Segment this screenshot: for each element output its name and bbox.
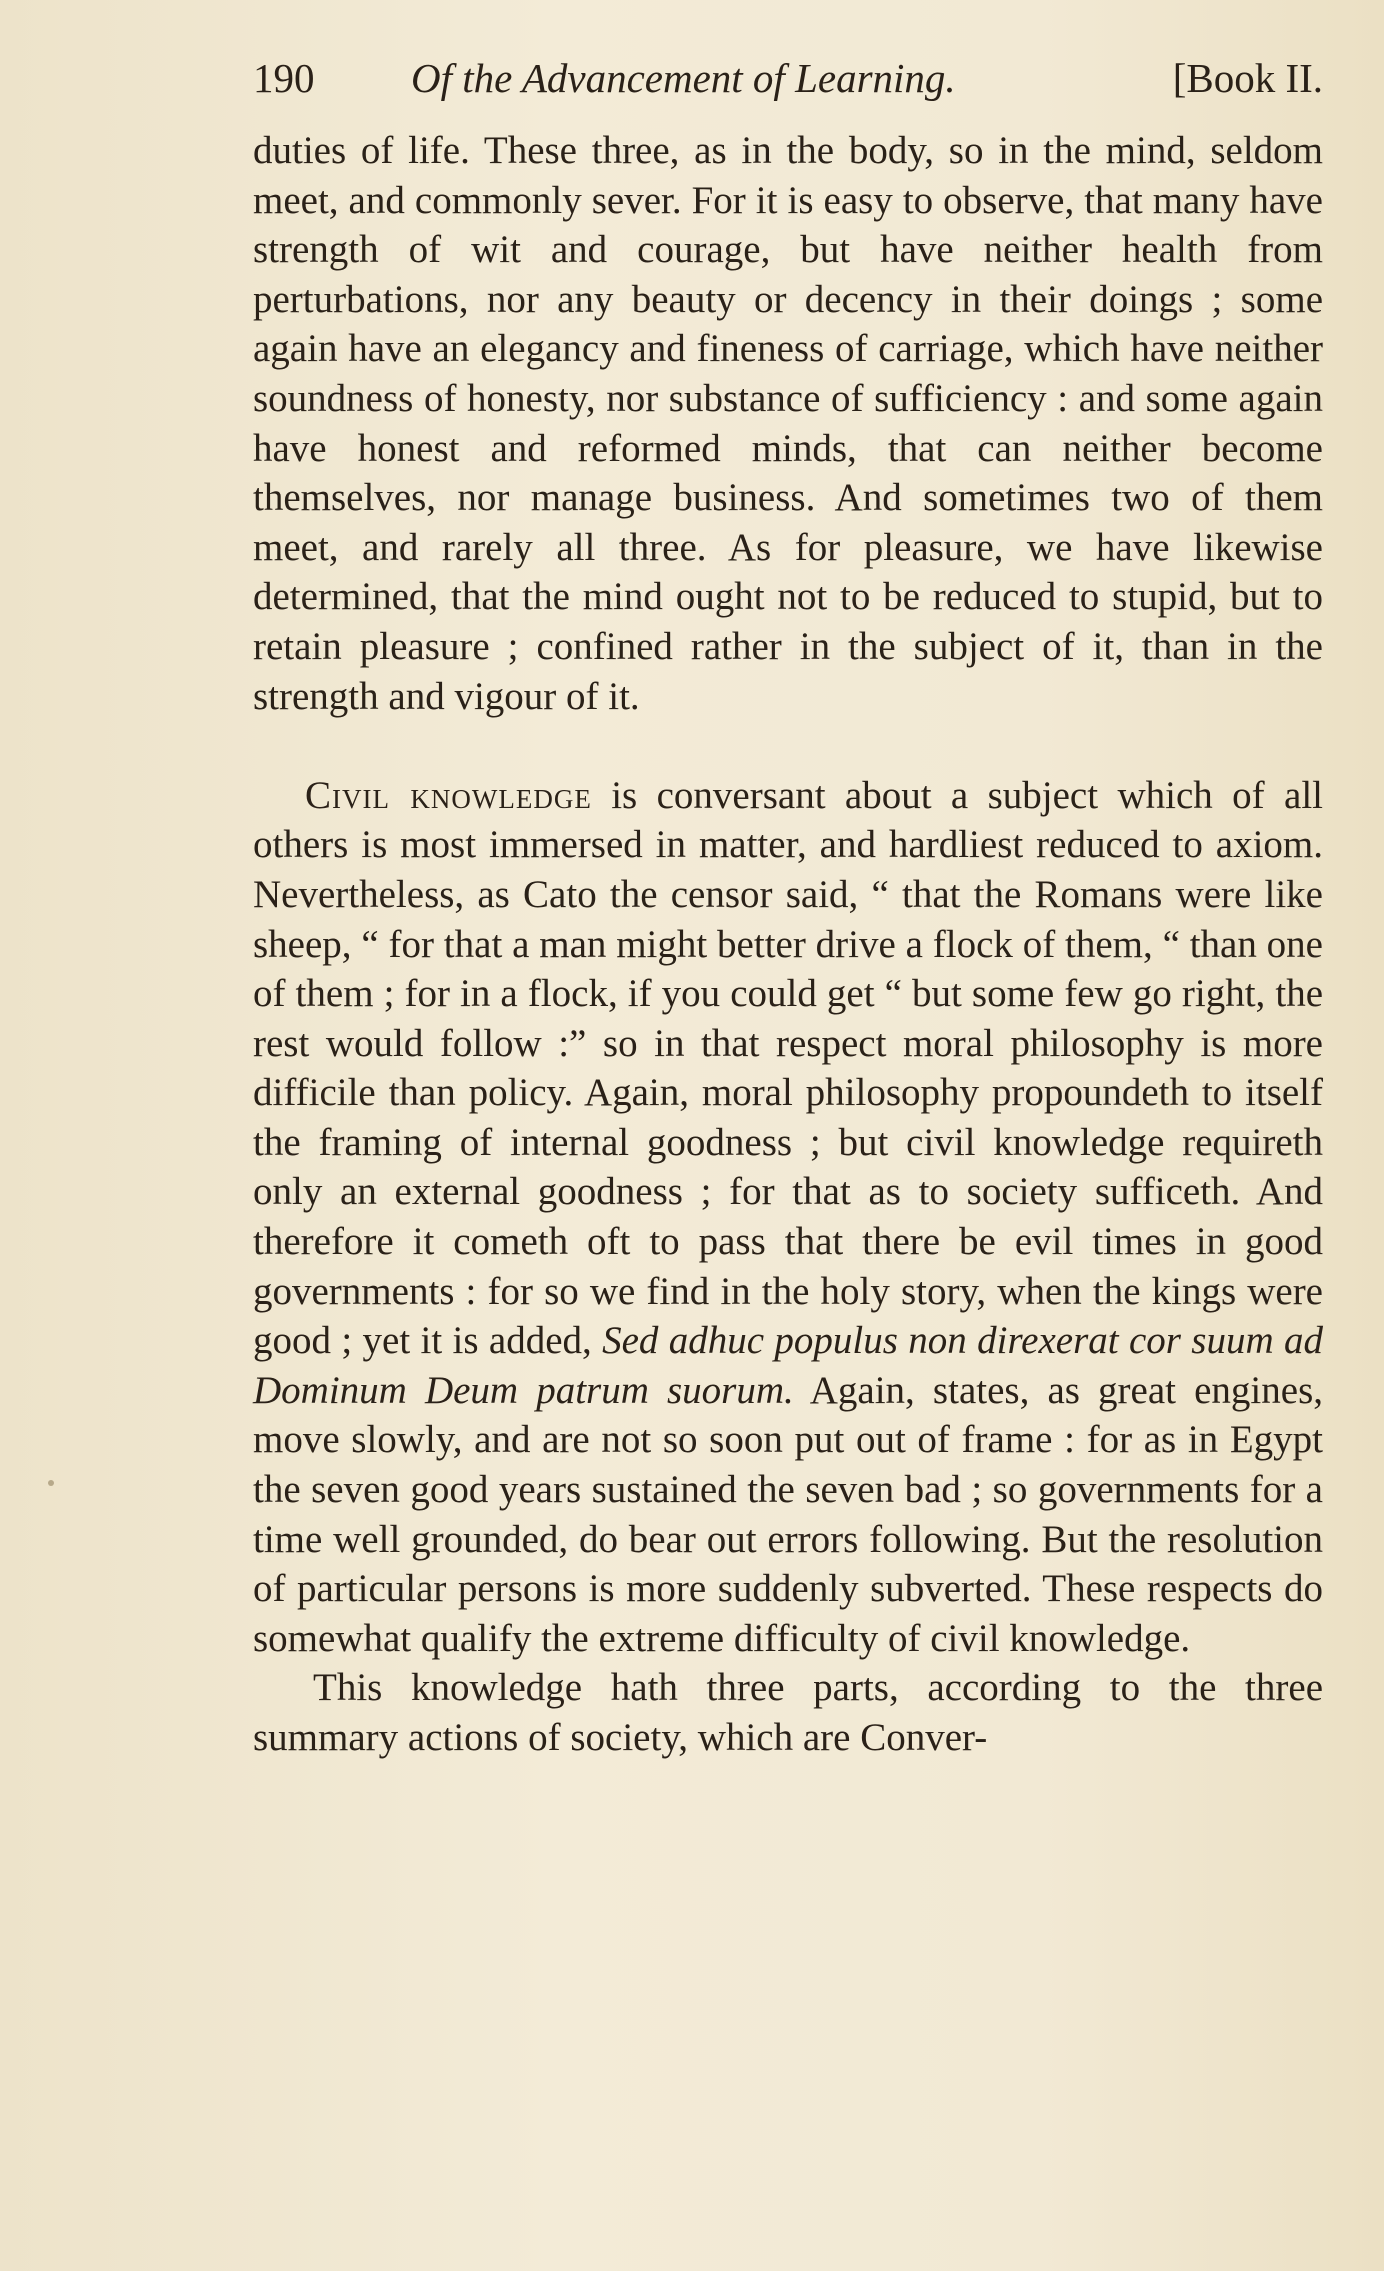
paper-speck: [48, 1480, 54, 1486]
paragraph-text-a: is conversant about a subject which of all others is most immersed in matter, and hardliest reduced to axiom. Nevertheless, as Cato the censor said, “ that the Romans were like sheep, “ for that a man might better drive a flock of them, “ than one of them ; for in a flock, if you could get “ but some few go right, the rest would follow :” so in that respect moral philosophy is more difficile than policy. Again, moral philosophy propoundeth to itself the framing of internal goodness ; but civil knowledge requireth only an external goodness ; for that as to society sufficeth. And therefore it cometh oft to pass that there be evil times in good governments : for so we find in the holy story, when the kings were good ; yet it is added,: [253, 773, 1323, 1363]
running-header: [253, 48, 1323, 108]
paragraph-continued: duties of life. These three, as in the body, so in the mind, seldom meet, and commonly sever. For it is easy to observe, that many have strength of wit and courage, but have neither health from perturbations, nor any beauty or decency in their doings ; some again have an elegancy and fineness of carriage, which have neither soundness of honesty, nor substance of sufficiency : and some again have honest and reformed minds, that can neither become themselves, nor manage business. And sometimes two of them meet, and rarely all three. As for pleasure, we have likewise determined, that the mind ought not to be reduced to stupid, but to retain pleasure ; confined rather in the subject of it, than in the strength and vigour of it.: [253, 129, 1323, 718]
section-lead-smallcaps: Civil knowledge: [305, 773, 592, 817]
paragraph-civil-knowledge: [253, 771, 1323, 1664]
paragraph-text-b: Again, states, as great engines, move slowly, and are not so soon put out of frame : for as in Egypt the seven good years sustained the seven bad ; so governments for a time well grounded, do bear out errors following. But the resolution of particular persons is more suddenly subverted. These respects do somewhat qualify the extreme difficulty of civil knowledge.: [253, 1368, 1323, 1660]
page-number: 190: [253, 55, 315, 101]
paragraph-three-parts: This knowledge hath three parts, according to the three summary actions of society, which are Conver-: [253, 1666, 1323, 1759]
book-label: [Book II.: [1172, 55, 1323, 101]
body-text: [253, 126, 1323, 1763]
latin-quotation: Sed adhuc populus non direxerat cor suum ad Dominum Deum patrum suorum.: [253, 1319, 1323, 1412]
running-title: Of the Advancement of Learning.: [411, 55, 956, 101]
